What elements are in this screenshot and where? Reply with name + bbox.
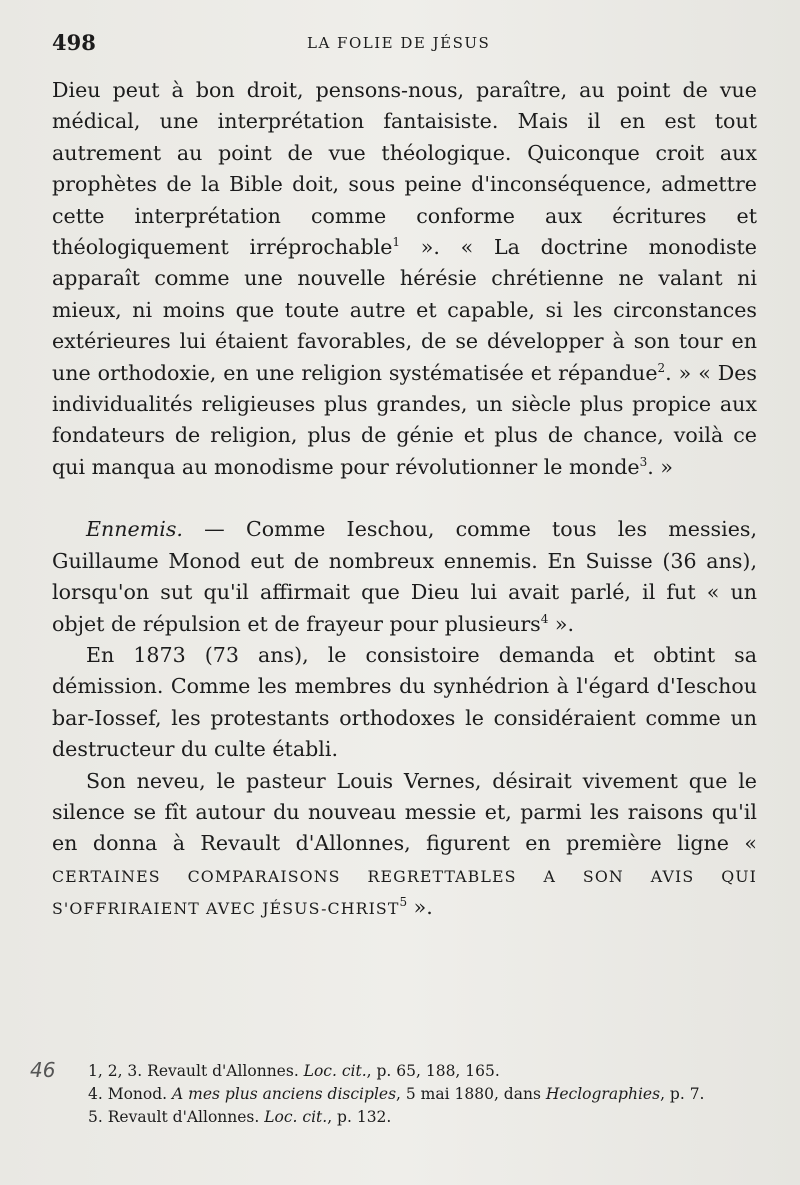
paragraph-neveu [52, 766, 757, 925]
footnote-ref-3: 3 [639, 455, 648, 470]
footnote-4 [62, 1083, 767, 1106]
footnote-loc-cit: Loc. cit. [303, 1062, 367, 1080]
body-text [52, 75, 757, 925]
footnote-pages: , p. 7. [660, 1085, 705, 1103]
footnote-date: , 5 mai 1880, dans [396, 1085, 546, 1103]
footnote-1-2-3 [62, 1060, 767, 1083]
footnote-pages: , p. 65, 188, 165. [366, 1062, 500, 1080]
paragraph-ennemis-end: ». [548, 611, 575, 636]
footnotes [62, 1060, 767, 1129]
paragraph-neveu-text: Son neveu, le pasteur Louis Vernes, désirait vivement que le silence se fît autour du nouveau messie et, parmi les raisons qu'il en donna à Revault d'Allonnes, figurent en première ligne « [52, 768, 757, 856]
footnote-number: 4. [88, 1085, 103, 1103]
footnote-work: Heclographies [545, 1085, 661, 1103]
footnote-ref-5: 5 [399, 895, 408, 910]
footnote-loc-cit: Loc. cit. [264, 1108, 328, 1126]
page-number: 498 [52, 30, 96, 55]
smallcaps-quote: CERTAINES COMPARAISONS REGRETTABLES A SON AVIS QUI S'OFFRIRAIENT AVEC JÉSUS-CHRIST [52, 866, 757, 919]
handwritten-margin-note: 46 [30, 1058, 56, 1082]
footnote-number: 1, 2, 3. [88, 1062, 143, 1080]
footnote-ref-1: 1 [392, 235, 401, 250]
footnote-number: 5. [88, 1108, 103, 1126]
paragraph-1 [52, 75, 757, 483]
paragraph-1-part-d: . » [647, 454, 673, 479]
footnote-author: Revault d'Allonnes. [142, 1062, 304, 1080]
running-title: LA FOLIE DE JÉSUS [307, 34, 491, 52]
section-heading-ennemis: Ennemis. [86, 517, 183, 542]
paragraph-1-part-b: ». « La doctrine monodiste apparaît comme une nouvelle hérésie chrétienne ne valant ni mieux, ni moins que toute autre et capable, si les circonstances extérieures lui étaient favorables, de se développer à son tour en une orthodoxie, en une religion systématisée et répandue [52, 235, 757, 385]
footnote-author: Monod. [102, 1085, 173, 1103]
paragraph-neveu-end: ». [407, 895, 433, 920]
footnote-author: Revault d'Allonnes. [102, 1108, 265, 1126]
paragraph-consistoire: En 1873 (73 ans), le consistoire demanda et obtint sa démission. Comme les membres du synhédrion à l'égard d'Ieschou bar-Iossef, les protestants orthodoxes le considéraient comme un destructeur du culte établi. [52, 642, 757, 762]
paragraph-spacer [52, 483, 757, 514]
footnote-5 [62, 1106, 767, 1129]
footnote-ref-2: 2 [657, 360, 666, 375]
footnote-pages: , p. 132. [327, 1108, 392, 1126]
footnote-title: A mes plus anciens disciples [172, 1085, 397, 1103]
paragraph-1-part-a: Dieu peut à bon droit, pensons-nous, paraître, au point de vue médical, une interprétation fantaisiste. Mais il en est tout autrement au point de vue théologique. Quiconque croit aux prophètes de la Bible doit, sous peine d'inconséquence, admettre cette interprétation comme conforme aux écritures et théologiquement irréprochable [52, 78, 757, 260]
paragraph-1-part-c: . » « Des individualités religieuses plus grandes, un siècle plus propice aux fondateurs de religion, plus de génie et plus de chance, voilà ce qui manqua au monodisme pour révolutionner le monde [52, 360, 757, 479]
paragraph-ennemis-text: — Comme Ieschou, comme tous les messies, Guillaume Monod eut de nombreux ennemis. En Suisse (36 ans), lorsqu'on sut qu'il affirmait que Dieu lui avait parlé, il fut « un objet de répulsion et de frayeur pour plusieurs [52, 517, 757, 636]
page-header [52, 30, 754, 60]
paragraph-ennemis [52, 514, 757, 640]
footnote-ref-4: 4 [540, 611, 549, 626]
